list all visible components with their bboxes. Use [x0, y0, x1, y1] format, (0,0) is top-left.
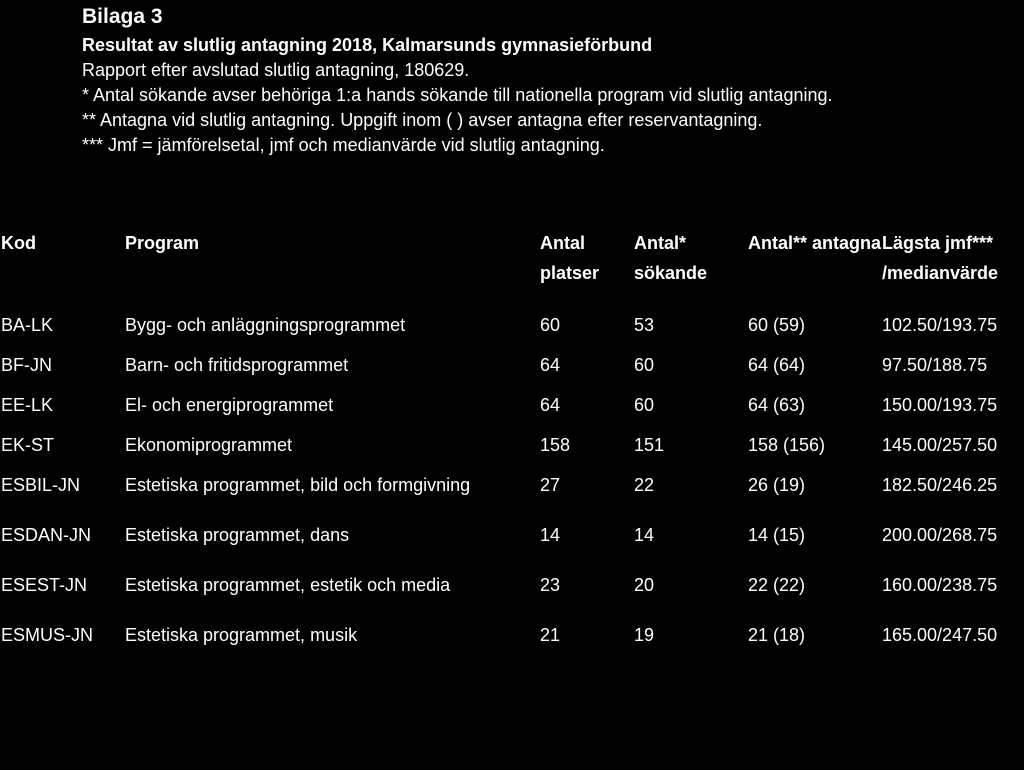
cell-program: Barn- och fritidsprogrammet	[125, 355, 349, 375]
cell-kod: EE-LK	[1, 395, 54, 415]
table-row	[0, 388, 1024, 428]
cell-jmf: 97.50/188.75	[882, 355, 988, 375]
header-program: Program	[125, 233, 200, 253]
results-table	[0, 228, 1024, 658]
cell-sokande: 53	[634, 315, 655, 335]
footnote-jmf: *** Jmf = jämförelsetal, jmf och medianvärde vid slutlig antagning.	[82, 135, 605, 155]
cell-kod: ESDAN-JN	[1, 525, 92, 545]
cell-sokande: 60	[634, 355, 655, 375]
cell-antagna: 64 (63)	[748, 395, 806, 415]
cell-antagna: 60 (59)	[748, 315, 806, 335]
cell-program: El- och energiprogrammet	[125, 395, 334, 415]
cell-sokande: 22	[634, 475, 655, 495]
cell-sokande: 19	[634, 625, 655, 645]
header-kod: Kod	[1, 233, 36, 253]
page-title: Bilaga 3	[82, 5, 163, 28]
cell-platser: 64	[540, 355, 561, 375]
document-header	[82, 0, 982, 158]
header-antagna: Antal** antagna	[748, 233, 882, 253]
report-note: Rapport efter avslutad slutlig antagning, 180629.	[82, 60, 470, 80]
cell-antagna: 22 (22)	[748, 575, 806, 595]
cell-program: Ekonomiprogrammet	[125, 435, 293, 455]
table-row	[0, 348, 1024, 388]
cell-sokande: 14	[634, 525, 655, 545]
table-row	[0, 428, 1024, 468]
cell-sokande: 151	[634, 435, 665, 455]
cell-platser: 60	[540, 315, 561, 335]
cell-sokande: 60	[634, 395, 655, 415]
cell-jmf: 165.00/247.50	[882, 625, 998, 645]
cell-jmf: 182.50/246.25	[882, 475, 998, 495]
cell-sokande: 20	[634, 575, 655, 595]
cell-antagna: 158 (156)	[748, 435, 826, 455]
cell-antagna: 26 (19)	[748, 475, 806, 495]
cell-platser: 21	[540, 625, 561, 645]
cell-jmf: 145.00/257.50	[882, 435, 998, 455]
header-jmf: Lägsta jmf*** /medianvärde	[882, 233, 999, 283]
cell-kod: ESMUS-JN	[1, 625, 94, 645]
cell-jmf: 150.00/193.75	[882, 395, 998, 415]
cell-kod: EK-ST	[1, 435, 55, 455]
cell-antagna: 14 (15)	[748, 525, 806, 545]
table-row	[0, 618, 1024, 658]
cell-jmf: 200.00/268.75	[882, 525, 998, 545]
cell-platser: 158	[540, 435, 571, 455]
cell-jmf: 102.50/193.75	[882, 315, 998, 335]
footnote-sokande: * Antal sökande avser behöriga 1:a hands sökande till nationella program vid slutlig antagning.	[82, 85, 833, 105]
table-row	[0, 468, 1024, 518]
cell-platser: 27	[540, 475, 561, 495]
cell-kod: ESEST-JN	[1, 575, 88, 595]
cell-platser: 23	[540, 575, 561, 595]
cell-antagna: 64 (64)	[748, 355, 806, 375]
document-subtitle: Resultat av slutlig antagning 2018, Kalmarsunds gymnasieförbund	[82, 35, 653, 55]
cell-platser: 14	[540, 525, 561, 545]
cell-program: Estetiska programmet, estetik och media	[125, 575, 451, 595]
cell-antagna: 21 (18)	[748, 625, 806, 645]
table-row	[0, 518, 1024, 568]
cell-jmf: 160.00/238.75	[882, 575, 998, 595]
table-header-row	[0, 228, 1024, 308]
cell-program: Bygg- och anläggningsprogrammet	[125, 315, 406, 335]
cell-kod: BA-LK	[1, 315, 54, 335]
cell-program: Estetiska programmet, bild och formgivning	[125, 475, 471, 495]
footnote-antagna: ** Antagna vid slutlig antagning. Uppgift inom ( ) avser antagna efter reservantagning.	[82, 110, 763, 130]
cell-program: Estetiska programmet, dans	[125, 525, 350, 545]
cell-kod: ESBIL-JN	[1, 475, 81, 495]
cell-kod: BF-JN	[1, 355, 52, 375]
cell-platser: 64	[540, 395, 561, 415]
header-sokande: Antal* sökande	[634, 233, 708, 283]
cell-program: Estetiska programmet, musik	[125, 625, 358, 645]
header-platser: Antal platser	[540, 233, 600, 283]
table-row	[0, 568, 1024, 618]
table-row	[0, 308, 1024, 348]
